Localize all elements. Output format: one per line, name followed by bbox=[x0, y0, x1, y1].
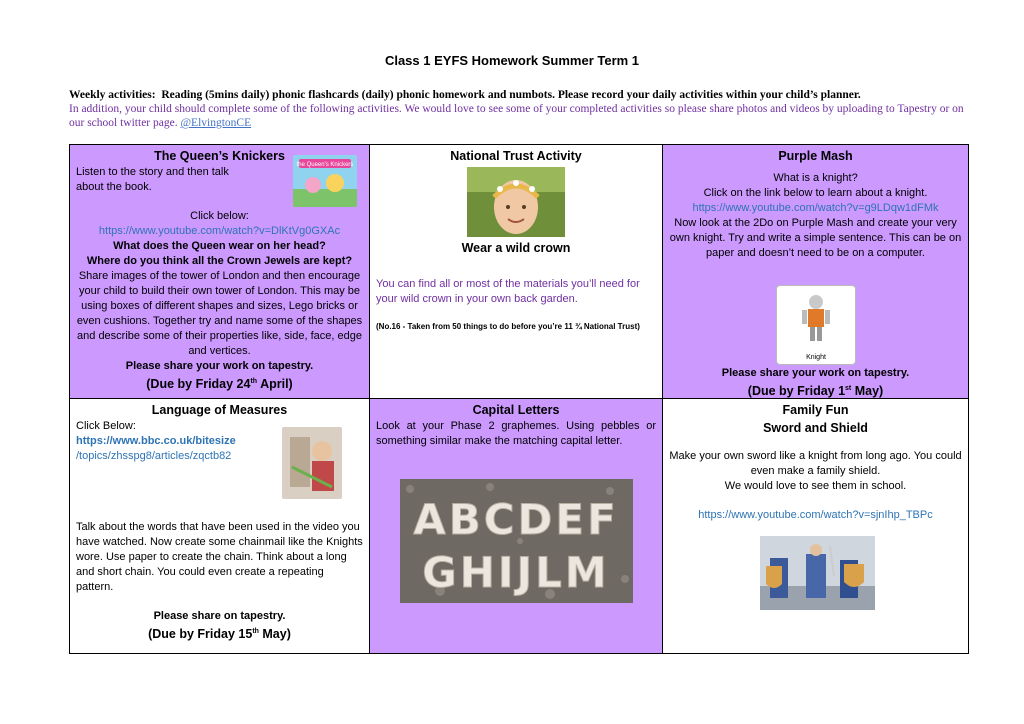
purple-mash-click: Click on the link below to learn about a knight. bbox=[703, 187, 928, 199]
weekly-intro: In addition, your child should complete some of the following activities. We would love to see some of your completed activities so please share photos and videos by uploading to Tapestry or on our school twitter page. bbox=[69, 103, 964, 129]
purple-mash-share: Please share your work on tapestry. bbox=[721, 367, 910, 379]
queens-knickers-heading: The Queen’s Knickers bbox=[154, 149, 285, 163]
capital-letters-body: Look at your Phase 2 graphemes. Using pebbles or something similar make the matching capital letter. bbox=[376, 420, 656, 447]
weekly-text: Reading (5mins daily) phonic flashcards (daily) phonic homework and numbots. Please record your daily activities within your child’s planner. bbox=[161, 89, 861, 101]
cell-capital-letters bbox=[370, 399, 663, 653]
purple-mash-body: Now look at the 2Do on Purple Mash and create your very own knight. Try and write a simple sentence. This can be on paper and doesn’t need to be on a computer. bbox=[669, 217, 962, 259]
national-trust-heading: National Trust Activity bbox=[450, 149, 582, 163]
measures-share: Please share on tapestry. bbox=[153, 610, 286, 622]
weekly-activities bbox=[69, 88, 969, 130]
pebble-row-1: ABCDEF bbox=[413, 495, 619, 544]
cell-purple-mash bbox=[663, 145, 968, 399]
queens-knickers-body: Share images of the tower of London and then encourage your child to build their own tower of London. This may be using boxes of different shapes and sizes, Lego bricks or even cushions. Together try and name some of the shapes and describe some of their properties like, side, face, edge and vertices. bbox=[76, 270, 363, 357]
knight-card[interactable] bbox=[776, 285, 856, 365]
book-cover-title: the Queen's Knickers bbox=[296, 162, 354, 168]
activity-grid bbox=[69, 144, 969, 654]
measures-heading: Language of Measures bbox=[151, 403, 288, 417]
national-trust-body: You can find all or most of the materials you’ll need for your wild crown in your own back garden. bbox=[376, 278, 640, 305]
purple-mash-link[interactable]: https://www.youtube.com/watch?v=g9LDqw1dFMk bbox=[692, 202, 939, 214]
measures-photo bbox=[282, 427, 342, 499]
purple-mash-due: (Due by Friday 1st May) bbox=[747, 384, 884, 399]
family-fun-subheading: Sword and Shield bbox=[763, 421, 868, 435]
queens-knickers-due: (Due by Friday 24th April) bbox=[146, 377, 293, 392]
measures-link-2[interactable]: /topics/zhsspg8/articles/zqctb82 bbox=[76, 450, 232, 462]
measures-link-1[interactable]: https://www.bbc.co.uk/bitesize bbox=[76, 435, 236, 447]
family-fun-body-2: We would love to see them in school. bbox=[724, 480, 907, 492]
capital-letters-heading: Capital Letters bbox=[472, 403, 560, 417]
page-title: Class 1 EYFS Homework Summer Term 1 bbox=[384, 53, 640, 68]
sword-shield-photo bbox=[760, 536, 875, 610]
national-trust-note: (No.16 - Taken from 50 things to do before you’re 11 ¾ National Trust) bbox=[376, 322, 640, 331]
measures-click: Click Below: bbox=[76, 420, 136, 432]
family-fun-body: Make your own sword like a knight from long ago. You could even make a family shield. bbox=[669, 450, 962, 477]
knight-card-label: Knight bbox=[806, 354, 826, 361]
cell-family-fun bbox=[663, 399, 968, 653]
measures-due: (Due by Friday 15th May) bbox=[148, 627, 291, 642]
queens-knickers-link[interactable]: https://www.youtube.com/watch?v=DlKtVg0GXAc bbox=[98, 225, 341, 237]
purple-mash-question: What is a knight? bbox=[773, 172, 858, 184]
queens-knickers-q2: Where do you think all the Crown Jewels are kept? bbox=[86, 255, 353, 267]
weekly-label: Weekly activities: bbox=[69, 89, 156, 101]
cell-queens-knickers bbox=[70, 145, 370, 399]
cell-national-trust bbox=[370, 145, 663, 399]
cell-language-of-measures bbox=[70, 399, 370, 653]
knight-icon bbox=[777, 286, 855, 348]
wild-crown-photo bbox=[467, 167, 565, 237]
family-fun-heading: Family Fun bbox=[782, 403, 849, 417]
queens-knickers-click: Click below: bbox=[190, 210, 249, 222]
wild-crown-heading: Wear a wild crown bbox=[461, 241, 571, 255]
measures-body: Talk about the words that have been used in the video you have watched. Now create some chainmail like the Knights wore. Use paper to create the chain. Think about a long and short chain. You could even create a repeating pattern. bbox=[76, 521, 363, 593]
family-fun-link[interactable]: https://www.youtube.com/watch?v=sjnIhp_TBPc bbox=[698, 509, 933, 521]
purple-mash-heading: Purple Mash bbox=[778, 149, 853, 163]
book-cover-image bbox=[293, 155, 357, 207]
twitter-link[interactable]: @ElvingtonCE bbox=[180, 117, 252, 129]
pebble-letters-photo bbox=[400, 479, 633, 603]
queens-knickers-intro: Listen to the story and then talk about the book. bbox=[76, 166, 229, 193]
queens-knickers-q1: What does the Queen wear on her head? bbox=[113, 240, 326, 252]
pebble-row-2: GHIJLM bbox=[422, 548, 610, 597]
queens-knickers-share: Please share your work on tapestry. bbox=[125, 360, 314, 372]
